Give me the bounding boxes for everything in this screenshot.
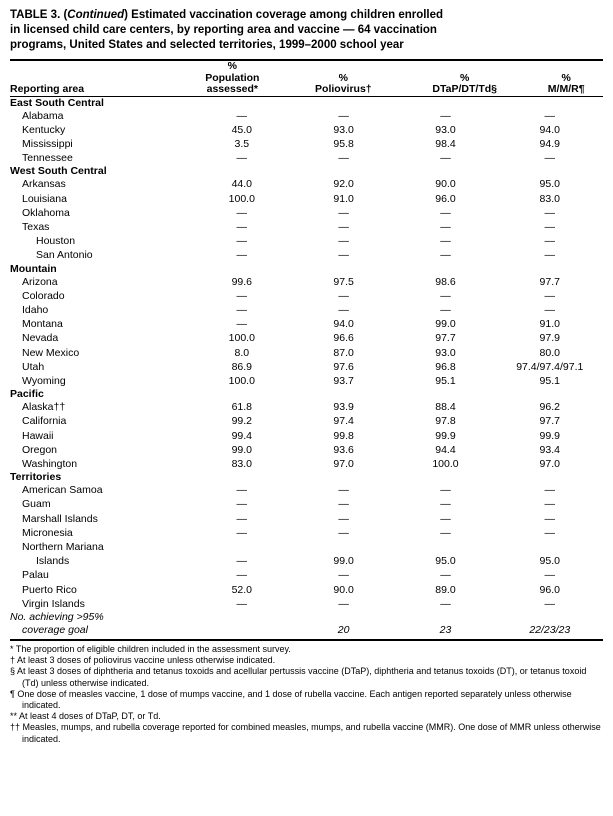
row-value-cell: 61.8	[231, 401, 253, 414]
table-note-row	[10, 624, 603, 637]
coverage-table	[10, 61, 603, 96]
row-label: Alaska††	[22, 401, 66, 414]
row-label: Arizona	[22, 275, 58, 288]
column-header-population-assessed	[178, 61, 287, 96]
row-value-cell	[293, 611, 395, 624]
row-value-cell: —	[440, 484, 451, 497]
row-value-cell: 83.0	[231, 457, 253, 470]
row-value-cell: —	[544, 569, 556, 582]
row-value-cell: —	[544, 597, 556, 610]
row-label: Kentucky	[22, 123, 66, 136]
footnote: † At least 3 doses of poliovirus vaccine unless otherwise indicated.	[10, 655, 276, 666]
row-label: Northern Mariana	[22, 540, 104, 553]
row-label: Montana	[22, 318, 63, 331]
row-value-cell: 52.0	[231, 583, 253, 596]
row-label: Virgin Islands	[22, 597, 85, 610]
row-value-cell: 97.5	[333, 275, 354, 288]
row-value-cell: 99.2	[231, 415, 253, 428]
row-label: Alabama	[22, 109, 64, 122]
row-value-cell: —	[236, 526, 248, 539]
row-value-cell: 88.4	[435, 401, 456, 414]
row-value-cell: 96.8	[435, 360, 456, 373]
group-spacer-cell	[191, 97, 293, 109]
row-value-cell: —	[236, 318, 248, 331]
row-value-cell	[293, 540, 395, 554]
column-header-population-assessed-top: %	[227, 60, 237, 72]
table-row	[10, 483, 603, 497]
table-group-row	[10, 388, 603, 400]
row-value-cell: —	[338, 597, 349, 610]
footer-rule	[10, 639, 603, 641]
column-header-reporting-area	[10, 61, 178, 96]
row-label: Guam	[22, 498, 51, 511]
group-spacer-cell	[394, 388, 496, 400]
row-label: Louisiana	[22, 192, 67, 205]
row-value-cell: —	[338, 109, 349, 122]
row-value-cell: —	[440, 220, 451, 233]
row-value-cell: —	[338, 569, 349, 582]
group-spacer-cell	[497, 263, 603, 275]
row-value-cell: 93.9	[333, 401, 354, 414]
group-label: Pacific	[10, 388, 44, 401]
row-value-cell: 100.0	[228, 332, 255, 345]
row-value-cell	[191, 624, 293, 637]
row-label: coverage goal	[22, 624, 88, 636]
table-row	[10, 597, 603, 611]
row-value-cell: 99.0	[435, 318, 456, 331]
row-value-cell: —	[440, 249, 451, 262]
group-spacer-cell	[191, 165, 293, 177]
row-value-cell	[394, 540, 496, 554]
row-label: Oklahoma	[22, 206, 70, 219]
footnote: †† Measles, mumps, and rubella coverage reported for combined measles, mumps, and rubella vaccine (MMR). One dose of MMR unless otherwise indicated.	[10, 722, 601, 744]
row-value-cell: 95.0	[539, 555, 560, 568]
row-value-cell: 80.0	[539, 346, 560, 359]
row-value-cell: —	[236, 235, 248, 248]
group-spacer-cell	[191, 388, 293, 400]
row-value-cell: —	[236, 555, 248, 568]
table-row	[10, 540, 603, 554]
row-value-cell: 97.7	[539, 275, 560, 288]
row-value-cell: 99.8	[333, 429, 354, 442]
table-row	[10, 151, 603, 165]
group-spacer-cell	[497, 471, 603, 483]
row-value-cell: 95.1	[539, 374, 560, 387]
table-row	[10, 457, 603, 471]
group-spacer-cell	[191, 471, 293, 483]
row-label: Washington	[22, 457, 78, 470]
row-value-cell: 97.7	[435, 332, 456, 345]
row-value-cell: —	[544, 303, 556, 316]
row-value-cell: —	[338, 484, 349, 497]
row-value-cell: 86.9	[231, 360, 253, 373]
row-value-cell: —	[236, 303, 248, 316]
table-row	[10, 234, 603, 248]
row-value-cell: —	[544, 220, 556, 233]
row-label: Micronesia	[22, 526, 73, 539]
row-value-cell	[497, 611, 603, 624]
title-line-1-italic: Continued	[67, 9, 125, 21]
row-label: California	[22, 415, 67, 428]
title-line-1-pre: TABLE 3. (	[10, 9, 68, 21]
row-value-cell: —	[236, 512, 248, 525]
row-value-cell: —	[544, 484, 556, 497]
row-value-cell: —	[544, 235, 556, 248]
row-value-cell: 93.0	[435, 123, 456, 136]
row-value-cell: 20	[337, 624, 350, 636]
footnote: * The proportion of eligible children included in the assessment survey.	[10, 644, 291, 654]
row-value-cell: —	[440, 569, 451, 582]
group-spacer-cell	[497, 165, 603, 177]
column-header-dtap-mid: %	[460, 71, 470, 84]
row-value-cell: 95.0	[539, 178, 560, 191]
row-value-cell: 94.4	[435, 443, 456, 456]
row-value-cell: —	[236, 484, 248, 497]
row-value-cell: 100.0	[432, 457, 459, 470]
table-row	[10, 109, 603, 123]
row-label: Idaho	[22, 303, 49, 316]
table-row	[10, 568, 603, 582]
table-row	[10, 360, 603, 374]
row-value-cell: —	[338, 303, 349, 316]
row-value-cell: 95.8	[333, 137, 354, 150]
group-spacer-cell	[293, 165, 395, 177]
table-row	[10, 346, 603, 360]
group-label: East South Central	[10, 96, 104, 109]
group-spacer-cell	[394, 165, 496, 177]
table-group-row	[10, 97, 603, 109]
row-value-cell: 98.4	[435, 137, 456, 150]
table-row	[10, 554, 603, 568]
row-value-cell: —	[544, 512, 556, 525]
table-row	[10, 583, 603, 597]
row-value-cell: 97.0	[539, 457, 560, 470]
footnote: § At least 3 doses of diphtheria and tetanus toxoids and acellular pertussis vaccine (DTaP), diphtheria and tetanus toxoids (DT), or tetanus toxoid (Td) unless otherwise indicated.	[10, 666, 587, 688]
row-value-cell: —	[236, 498, 248, 511]
row-value-cell: —	[440, 597, 451, 610]
group-spacer-cell	[394, 471, 496, 483]
table-row	[10, 400, 603, 414]
row-value-cell: 93.4	[539, 443, 560, 456]
footnotes	[10, 644, 603, 745]
row-value-cell: 97.7	[539, 415, 560, 428]
group-spacer-cell	[497, 388, 603, 400]
row-value-cell: 94.0	[333, 318, 354, 331]
row-value-cell: —	[236, 249, 248, 262]
table-row	[10, 331, 603, 345]
row-value-cell: 99.4	[231, 429, 253, 442]
table-row	[10, 497, 603, 511]
row-value-cell: —	[544, 206, 556, 219]
row-value-cell: 99.9	[539, 429, 560, 442]
row-value-cell: —	[440, 206, 451, 219]
row-value-cell: 91.0	[333, 192, 354, 205]
table-row	[10, 248, 603, 262]
group-label: Territories	[10, 471, 62, 484]
row-label: Mississippi	[22, 137, 73, 150]
column-header-mmr	[529, 61, 603, 96]
group-label: Mountain	[10, 262, 57, 275]
title-line-2: in licensed child care centers, by reporting area and vaccine — 64 vaccination	[10, 24, 437, 36]
row-label: No. achieving >95%	[10, 611, 104, 623]
column-header-dtap	[400, 61, 529, 96]
row-value-cell: 97.4	[333, 415, 354, 428]
group-spacer-cell	[293, 263, 395, 275]
row-value-cell: 45.0	[231, 123, 253, 136]
row-value-cell: 22/23/23	[529, 624, 571, 636]
row-value-cell: —	[440, 152, 451, 165]
group-spacer-cell	[293, 97, 395, 109]
row-value-cell: 99.0	[231, 443, 253, 456]
row-label: Palau	[22, 569, 49, 582]
row-value-cell: 97.6	[333, 360, 354, 373]
row-label: Utah	[22, 360, 45, 373]
row-label: Houston	[36, 235, 76, 248]
row-value-cell: 23	[439, 624, 452, 636]
row-value-cell: —	[338, 526, 349, 539]
row-label: Wyoming	[22, 374, 66, 387]
table-row	[10, 512, 603, 526]
group-spacer-cell	[394, 263, 496, 275]
column-header-poliovirus-mid: %	[338, 71, 349, 84]
row-label: Oregon	[22, 443, 58, 456]
table-header-row	[10, 61, 603, 96]
row-value-cell: —	[544, 498, 556, 511]
row-value-cell: 44.0	[231, 178, 253, 191]
column-header-reporting-area-label: Reporting area	[10, 83, 85, 95]
row-value-cell: 96.2	[539, 401, 560, 414]
row-label: Islands	[36, 555, 70, 568]
row-value-cell: —	[338, 206, 349, 219]
row-value-cell: —	[544, 289, 556, 302]
row-value-cell: —	[544, 152, 556, 165]
table-row	[10, 206, 603, 220]
row-value-cell: —	[440, 303, 451, 316]
row-value-cell: —	[544, 249, 556, 262]
row-label: Marshall Islands	[22, 512, 98, 525]
row-value-cell: —	[544, 526, 556, 539]
row-value-cell: —	[440, 526, 451, 539]
row-value-cell: —	[440, 289, 451, 302]
row-value-cell: 93.0	[333, 123, 354, 136]
row-value-cell: —	[338, 235, 349, 248]
table-row	[10, 275, 603, 289]
row-value-cell: 99.9	[435, 429, 456, 442]
row-value-cell: 83.0	[539, 192, 560, 205]
row-value-cell: 98.6	[435, 275, 456, 288]
row-label: San Antonio	[36, 249, 93, 262]
row-value-cell: —	[236, 152, 248, 165]
row-value-cell: —	[236, 569, 248, 582]
row-value-cell	[191, 540, 293, 554]
row-label: Texas	[22, 220, 50, 233]
row-value-cell: 94.0	[539, 123, 560, 136]
row-value-cell: 96.0	[435, 192, 456, 205]
row-label: Hawaii	[22, 429, 54, 442]
row-value-cell: —	[236, 109, 248, 122]
row-value-cell: —	[338, 152, 349, 165]
row-value-cell: —	[338, 249, 349, 262]
row-value-cell: 99.0	[333, 555, 354, 568]
row-value-cell: —	[338, 498, 349, 511]
table-row	[10, 177, 603, 191]
table-row	[10, 429, 603, 443]
table-group-row	[10, 471, 603, 483]
column-header-mmr-bottom: M/M/R¶	[547, 83, 585, 95]
column-header-poliovirus-bottom: Poliovirus†	[315, 83, 372, 95]
table-row	[10, 192, 603, 206]
row-value-cell: —	[338, 512, 349, 525]
table-row	[10, 374, 603, 388]
column-header-population-assessed-mid: Population	[205, 71, 260, 84]
row-value-cell: —	[544, 109, 556, 122]
table-row	[10, 443, 603, 457]
row-label: Colorado	[22, 289, 65, 302]
row-value-cell: 100.0	[228, 192, 255, 205]
row-value-cell: 3.5	[234, 137, 250, 150]
row-value-cell: 99.6	[231, 275, 253, 288]
table-row	[10, 526, 603, 540]
row-value-cell: 100.0	[228, 374, 255, 387]
row-label: New Mexico	[22, 346, 80, 359]
row-label: Nevada	[22, 332, 59, 345]
row-value-cell	[191, 611, 293, 624]
row-value-cell: —	[236, 597, 248, 610]
row-value-cell: 96.0	[539, 583, 560, 596]
row-value-cell: 95.1	[435, 374, 456, 387]
row-value-cell: 89.0	[435, 583, 456, 596]
title-line-3: programs, United States and selected territories, 1999–2000 school year	[10, 39, 404, 51]
row-value-cell: 94.9	[539, 137, 560, 150]
group-spacer-cell	[293, 471, 395, 483]
row-value-cell: —	[440, 498, 451, 511]
group-spacer-cell	[394, 97, 496, 109]
column-header-dtap-bottom: DTaP/DT/Td§	[432, 83, 497, 95]
column-header-poliovirus	[287, 61, 400, 96]
row-label: Puerto Rico	[22, 583, 77, 596]
row-value-cell: —	[338, 289, 349, 302]
row-value-cell: 97.4/97.4/97.1	[516, 360, 584, 373]
row-label: Arkansas	[22, 178, 66, 191]
row-value-cell: —	[338, 220, 349, 233]
table-body	[10, 97, 603, 638]
coverage-table-body	[10, 97, 603, 638]
row-value-cell: —	[440, 512, 451, 525]
row-value-cell: —	[440, 109, 451, 122]
group-label: West South Central	[10, 165, 107, 178]
row-value-cell: 93.0	[435, 346, 456, 359]
group-spacer-cell	[497, 97, 603, 109]
row-value-cell	[497, 540, 603, 554]
table-group-row	[10, 165, 603, 177]
column-header-population-assessed-bottom: assessed*	[206, 83, 259, 95]
row-value-cell: 93.7	[333, 374, 354, 387]
row-label: Tennessee	[22, 152, 73, 165]
row-value-cell: 97.0	[333, 457, 354, 470]
row-value-cell: 95.0	[435, 555, 456, 568]
table-row	[10, 123, 603, 137]
row-value-cell: 93.6	[333, 443, 354, 456]
table-row	[10, 220, 603, 234]
row-value-cell: —	[236, 206, 248, 219]
table-row	[10, 317, 603, 331]
row-value-cell: 96.6	[333, 332, 354, 345]
table-row	[10, 414, 603, 428]
footnote: ¶ One dose of measles vaccine, 1 dose of mumps vaccine, and 1 dose of rubella vaccine. Each antigen reported separately unless otherwise indicated.	[10, 688, 572, 711]
row-label: American Samoa	[22, 484, 103, 497]
footnote: ** At least 4 doses of DTaP, DT, or Td.	[10, 711, 161, 722]
title-line-1-post: ) Estimated vaccination coverage among children enrolled	[124, 9, 444, 21]
row-value-cell: 8.0	[234, 346, 250, 359]
row-value-cell: 90.0	[435, 178, 456, 191]
group-spacer-cell	[191, 263, 293, 275]
row-value-cell: 97.9	[539, 332, 560, 345]
row-value-cell: 97.8	[435, 415, 456, 428]
row-value-cell: —	[440, 235, 451, 248]
table-group-row	[10, 263, 603, 275]
row-value-cell: 91.0	[539, 318, 560, 331]
table-row	[10, 303, 603, 317]
table-row	[10, 137, 603, 151]
row-value-cell	[394, 611, 496, 624]
row-value-cell: 92.0	[333, 178, 354, 191]
table-row	[10, 289, 603, 303]
row-value-cell: 87.0	[333, 346, 354, 359]
row-value-cell: 90.0	[333, 583, 354, 596]
row-value-cell: —	[236, 289, 248, 302]
table-note-row	[10, 611, 603, 624]
row-value-cell: —	[236, 220, 248, 233]
column-header-mmr-mid: %	[561, 71, 571, 84]
group-spacer-cell	[293, 388, 395, 400]
page-title	[10, 8, 603, 53]
